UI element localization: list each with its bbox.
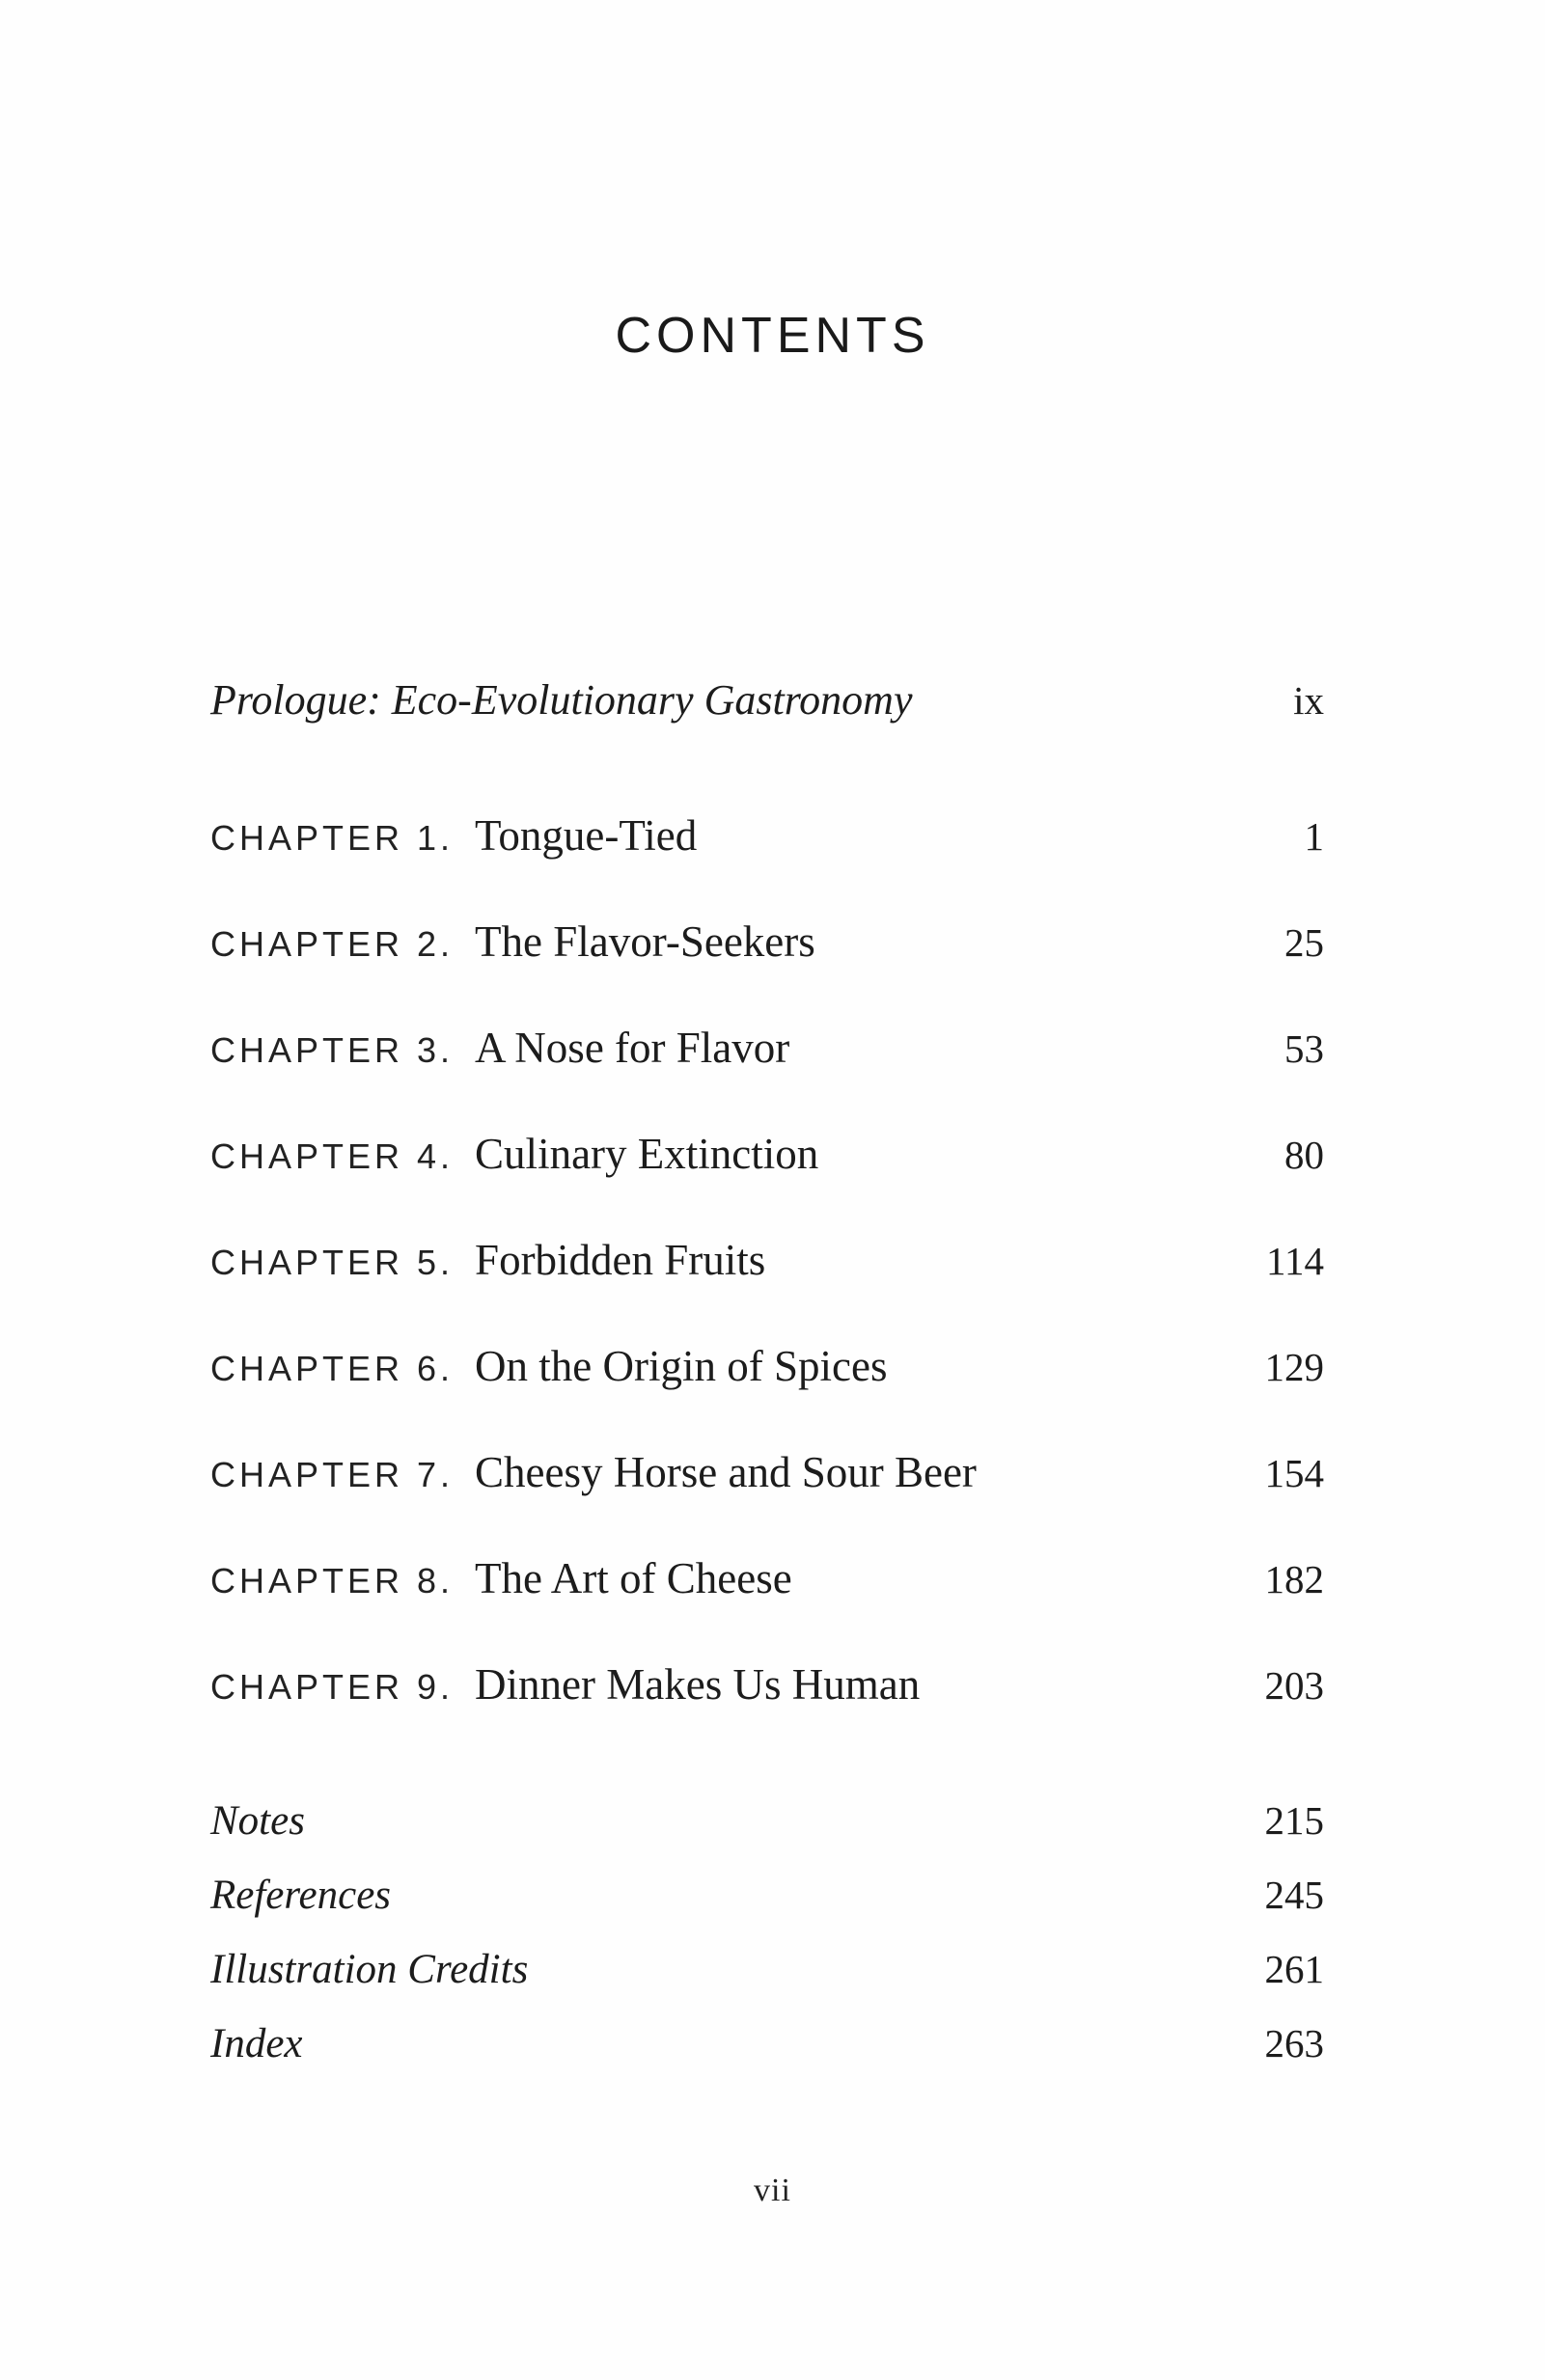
toc-entry-chapter-6	[210, 1341, 1324, 1399]
toc-entry-label: Index	[210, 2021, 303, 2066]
toc-entry-label: Illustration Credits	[210, 1947, 529, 1992]
chapter-label: CHAPTER 4.	[210, 1136, 455, 1176]
toc-page-number: 1	[1304, 814, 1324, 859]
toc-entry-prologue	[210, 675, 1324, 733]
toc-entry-chapter-5	[210, 1235, 1324, 1293]
chapter-title: The Art of Cheese	[475, 1554, 792, 1602]
chapter-title: Cheesy Horse and Sour Beer	[475, 1448, 977, 1496]
chapter-label: CHAPTER 7.	[210, 1455, 455, 1494]
chapter-title: Forbidden Fruits	[475, 1236, 766, 1284]
toc-page-number: 129	[1264, 1345, 1324, 1389]
chapter-label: CHAPTER 9.	[210, 1667, 455, 1707]
toc-page-number: 203	[1264, 1663, 1324, 1708]
chapter-title: Dinner Makes Us Human	[475, 1660, 921, 1709]
toc-entry-illustration-credits	[210, 1946, 1324, 2004]
toc-page-number: 182	[1264, 1557, 1324, 1601]
toc-entry-notes	[210, 1797, 1324, 1855]
toc-entry-label: References	[210, 1873, 392, 1918]
toc-page-number: 263	[1264, 2021, 1324, 2065]
chapter-label: CHAPTER 6.	[210, 1349, 455, 1388]
chapter-title: Culinary Extinction	[475, 1130, 819, 1178]
toc-page-number: 261	[1264, 1947, 1324, 1991]
toc-entry-label: Prologue: Eco-Evolutionary Gastronomy	[210, 676, 913, 724]
chapter-title: Tongue-Tied	[475, 811, 698, 860]
toc-page-number: 53	[1284, 1026, 1324, 1071]
toc-entry-chapter-7	[210, 1447, 1324, 1505]
toc-page-number: ix	[1293, 678, 1324, 723]
chapter-label: CHAPTER 3.	[210, 1030, 455, 1070]
toc-entry-label: Notes	[210, 1798, 305, 1844]
toc-entry-chapter-9	[210, 1659, 1324, 1717]
toc-entry-chapter-4	[210, 1129, 1324, 1187]
toc-entry-chapter-3	[210, 1023, 1324, 1081]
chapter-title: A Nose for Flavor	[475, 1024, 790, 1072]
chapter-title: On the Origin of Spices	[475, 1342, 888, 1390]
chapter-label: CHAPTER 1.	[210, 818, 455, 858]
toc-entry-index	[210, 2020, 1324, 2078]
page-title: CONTENTS	[615, 308, 930, 364]
toc-entry-chapter-2	[210, 916, 1324, 974]
toc-page-number: 25	[1284, 920, 1324, 965]
chapter-label: CHAPTER 2.	[210, 924, 455, 964]
chapter-label: CHAPTER 5.	[210, 1243, 455, 1282]
toc-entry-chapter-1	[210, 810, 1324, 868]
toc-page-number: 245	[1264, 1873, 1324, 1917]
toc-page-number: 80	[1284, 1133, 1324, 1177]
chapter-title: The Flavor-Seekers	[475, 917, 815, 966]
toc-entry-chapter-8	[210, 1553, 1324, 1611]
page-folio: vii	[754, 2173, 791, 2208]
chapter-label: CHAPTER 8.	[210, 1561, 455, 1600]
toc-entry-references	[210, 1872, 1324, 1929]
toc-page-number: 114	[1266, 1239, 1324, 1283]
toc-page-number: 215	[1264, 1798, 1324, 1843]
toc-page-number: 154	[1264, 1451, 1324, 1495]
